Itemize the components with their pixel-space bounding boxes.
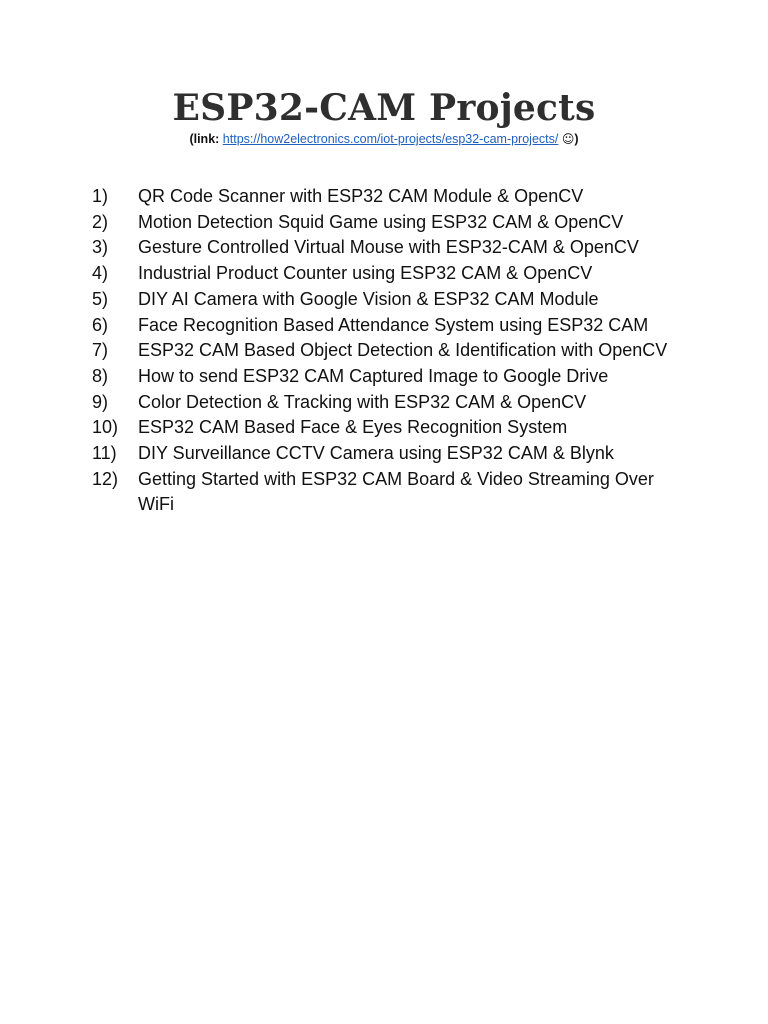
list-item xyxy=(92,313,692,339)
list-item-text: Face Recognition Based Attendance System using ESP32 CAM xyxy=(138,314,649,335)
list-item xyxy=(92,338,692,364)
list-item-number: 1) xyxy=(92,186,109,206)
list-item-text: ESP32 CAM Based Face & Eyes Recognition System xyxy=(138,417,568,438)
list-item-number: 6) xyxy=(92,314,109,335)
list-item-number: 4) xyxy=(92,263,109,284)
link-close: ) xyxy=(574,132,579,146)
source-link-line xyxy=(0,131,768,147)
list-item xyxy=(92,210,692,236)
list-item-text: Color Detection & Tracking with ESP32 CAM & OpenCV xyxy=(138,391,587,412)
list-item xyxy=(92,390,692,416)
list-item-number: 9) xyxy=(92,391,109,412)
list-item xyxy=(92,287,692,313)
list-item xyxy=(92,364,692,390)
page-title: ESP32-CAM Projects xyxy=(172,87,596,129)
list-item xyxy=(92,467,692,518)
link-prefix: (link: xyxy=(189,132,223,146)
list-item-number: 5) xyxy=(92,288,109,309)
list-item xyxy=(92,235,692,261)
list-item-number: 2) xyxy=(92,211,109,232)
list-item xyxy=(92,184,692,210)
list-item-number: 11) xyxy=(92,443,117,464)
list-item-number: 8) xyxy=(92,365,109,386)
smiley-face-icon: ☺ xyxy=(561,132,575,146)
list-item-text: Gesture Controlled Virtual Mouse with ESP32-CAM & OpenCV xyxy=(138,237,639,258)
list-item-number: 3) xyxy=(92,237,109,258)
list-item xyxy=(92,441,692,467)
list-item xyxy=(92,261,692,287)
list-item-text: Getting Started with ESP32 CAM Board & Video Streaming Over WiFi xyxy=(138,468,654,515)
list-item-text: DIY Surveillance CCTV Camera using ESP32 CAM & Blynk xyxy=(138,443,614,464)
list-item xyxy=(92,415,692,441)
list-item-text: Industrial Product Counter using ESP32 CAM & OpenCV xyxy=(138,263,593,284)
list-item-number: 12) xyxy=(92,468,119,489)
project-list xyxy=(92,184,692,518)
list-item-number: 10) xyxy=(92,417,119,438)
list-item-text: ESP32 CAM Based Object Detection & Identification with OpenCV xyxy=(138,340,668,361)
list-item-text: How to send ESP32 CAM Captured Image to Google Drive xyxy=(138,365,609,386)
list-item-text: DIY AI Camera with Google Vision & ESP32 CAM Module xyxy=(138,288,599,309)
list-item-number: 7) xyxy=(92,340,109,361)
source-link[interactable]: https://how2electronics.com/iot-projects/esp32-cam-projects/ xyxy=(222,132,559,146)
list-item-text: Motion Detection Squid Game using ESP32 CAM & OpenCV xyxy=(138,211,624,232)
list-item-text: QR Code Scanner with ESP32 CAM Module & OpenCV xyxy=(138,186,584,206)
